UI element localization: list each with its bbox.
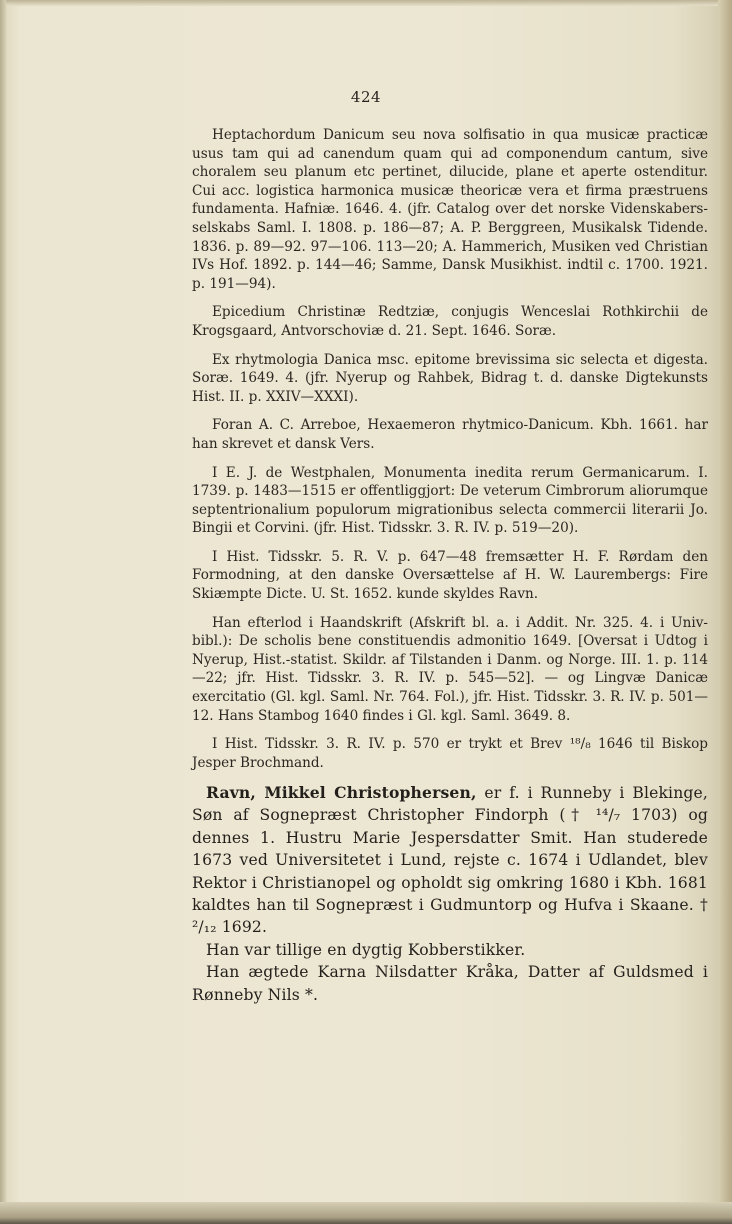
page-bottom-edge [0,1202,732,1224]
note-letter: I Hist. Tidsskr. 3. R. IV. p. 570 er trykt et Brev ¹⁸/₈ 1646 til Biskop Jesper Brochmand. [192,736,708,771]
note-epicedium: Epicedium Christinæ Redtziæ, conjugis Wenceslai Rothkirchii de Krogsgaard, Antvorschoviæ d. 21. Sept. 1646. Soræ. [192,304,708,339]
note-rhytmologia: Ex rhytmologia Danica msc. epitome brevissima sic selecta et digesta. Soræ. 1649. 4. (jfr. Nyerup og Rahbek, Bidrag t. d. danske Digtekunsts Hist. II. p. XXIV—XXXI). [192,351,708,405]
note-westphalen: I E. J. de Westphalen, Monumenta inedita rerum Germanicarum. I. 1739. p. 1483—1515 er offentliggjort: De veterum Cimbrorum aliorumque septentrionalium populorum migrationibus selecta commercii literarii Jo. Bingii et Corvini. (jfr. Hist. Tidsskr. 3. R. IV. p. 519—20). [192,464,708,537]
page-number: 424 [350,88,382,106]
entry-marriage: Han ægtede Karna Nilsdatter Kråka, Datter af Guldsmed i Rønneby Nils *. [192,963,708,1004]
note-arreboe: Foran A. C. Arreboe, Hexaemeron rhytmico-Danicum. Kbh. 1661. har han skrevet et dansk Vers. [192,417,708,452]
entry-name: Ravn, Mikkel Christophersen, [206,783,477,802]
entry-paragraph [192,782,708,939]
note-hist-tidsskr-lauremberg: I Hist. Tidsskr. 5. R. V. p. 647—48 fremsætter H. F. Rørdam den Formodning, at den danske Oversættelse af H. W. Laurembergs: Fire Skiæmpte Dicte. U. St. 1652. kunde skyldes Ravn. [192,548,708,603]
bibliography-notes [192,126,708,782]
page-right-edge [718,0,732,1224]
page-top-edge [0,0,732,6]
page-spine-edge [0,0,6,1224]
entry-biography: er f. i Runneby i Blekinge, Søn af Sognepræst Christopher Findorph († ¹⁴/₇ 1703) og dennes 1. Hustru Marie Jespersdatter Smit. Han studerede 1673 ved Universitetet i Lund, rejste c. 1674 i Udlandet, blev Rektor i Christianopel og opholdt sig omkring 1680 i Kbh. 1681 kaldtes han til Sognepræst i Gudmuntorp og Hufva i Skaane. † ²/₁₂ 1692. [192,784,709,937]
biography-entry [192,782,708,1006]
note-manuscripts: Han efterlod i Haandskrift (Afskrift bl. a. i Addit. Nr. 325. 4. i Univ-bibl.): De scholis bene constituendis admonitio 1649. [Oversat i Udtog i Nyerup, Hist.-statist. Skildr. af Tilstanden i Danm. og Norge. III. 1. p. 114—22; jfr. Hist. Tidsskr. 3. R. IV. p. 545—52]. — og Lingvæ Danicæ exercitatio (Gl. kgl. Saml. Nr. 764. Fol.), jfr. Hist. Tidsskr. 3. R. IV. p. 501—12. Hans Stambog 1640 findes i Gl. kgl. Saml. 3649. 8. [192,614,708,724]
entry-engraver: Han var tillige en dygtig Kobberstikker. [206,940,526,959]
note-heptachordum: Heptachordum Danicum seu nova solfisatio in qua musicæ practicæ usus tam qui ad canendum quam qui ad componendum cantum, sive choralem seu planum etc pertinet, dilucide, plane et aperte ostenditur. Cui acc. logistica harmonica musicæ theoricæ vera et firma præstruens fundamenta. Hafniæ. 1646. 4. (jfr. Catalog over det norske Videnskabers-selskabs Saml. I. 1808. p. 186—87; A. P. Berggreen, Musikalsk Tidende. 1836. p. 89—92. 97—106. 113—20; A. Hammerich, Musiken ved Christian IVs Hof. 1892. p. 144—46; Samme, Dansk Musikhist. indtil c. 1700. 1921. p. 191—94). [192,127,708,292]
